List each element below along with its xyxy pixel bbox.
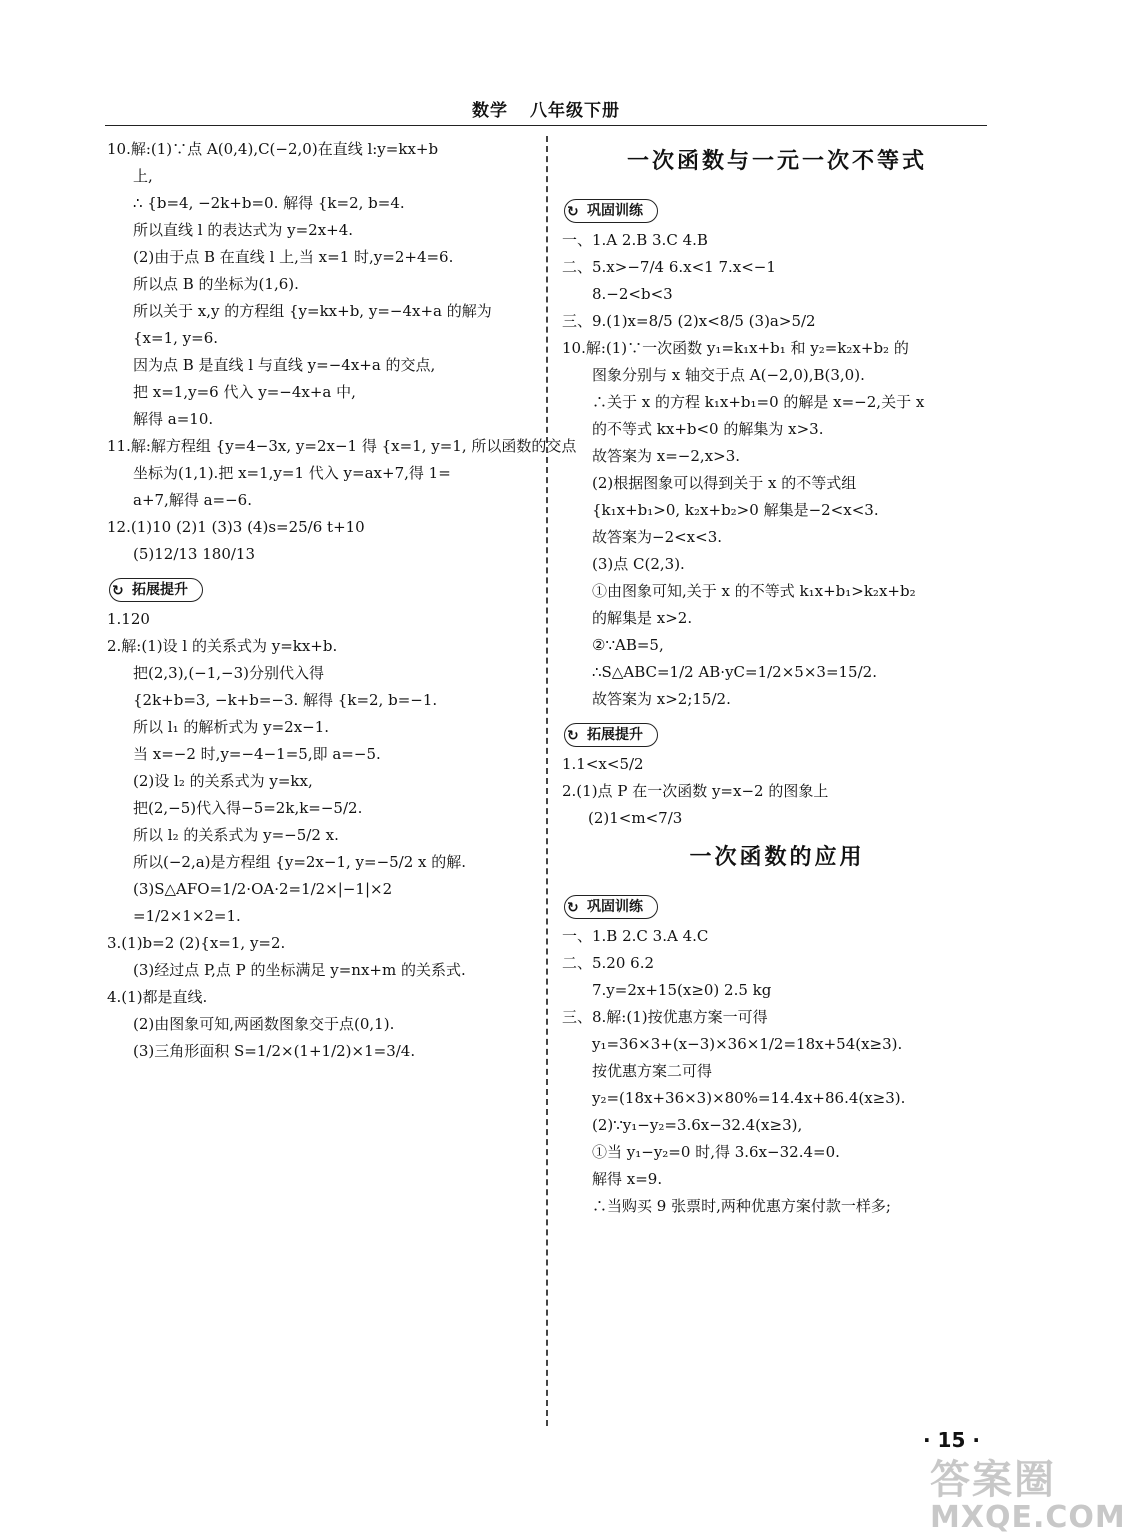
q12-line: 12.(1)10 (2)1 (3)3 (4)s=25/6 t+10 bbox=[107, 518, 365, 536]
section-tag-consolidation: ↻ 巩固训练 bbox=[564, 199, 658, 223]
answer-line: ∴S△ABC=1/2 AB·yC=1/2×5×3=15/2. bbox=[592, 663, 877, 681]
q11-line: a+7,解得 a=−6. bbox=[133, 491, 252, 509]
ext2-line: 所以 l₂ 的关系式为 y=−5/2 x. bbox=[133, 826, 339, 844]
ext3-line: (3)经过点 P,点 P 的坐标满足 y=nx+m 的关系式. bbox=[133, 961, 466, 979]
q10-line: {x=1, y=6. bbox=[133, 329, 219, 347]
q10-line: 所以直线 l 的表达式为 y=2x+4. bbox=[133, 221, 354, 239]
answer-line: 解得 x=9. bbox=[592, 1170, 663, 1188]
answer-line: 一、1.A 2.B 3.C 4.B bbox=[562, 231, 708, 249]
ext4-line: 4.(1)都是直线. bbox=[107, 988, 208, 1006]
ext4-line: (3)三角形面积 S=1/2×(1+1/2)×1=3/4. bbox=[133, 1042, 416, 1060]
q10-line: 10.解:(1)∵点 A(0,4),C(−2,0)在直线 l:y=kx+b bbox=[107, 140, 439, 158]
answer-line: 故答案为 x=−2,x>3. bbox=[592, 447, 741, 465]
section-title-application: 一次函数的应用 bbox=[689, 845, 865, 870]
q11-line: 11.解:解方程组 {y=4−3x, y=2x−1 得 {x=1, y=1, 所以函数的交点 bbox=[107, 437, 577, 455]
ext2-line: 2.解:(1)设 l 的关系式为 y=kx+b. bbox=[107, 637, 338, 655]
ext2-line: 所以 l₁ 的解析式为 y=2x−1. bbox=[133, 718, 330, 736]
page-number: · 15 · bbox=[923, 1428, 980, 1452]
ext2-line: (3)S△AFO=1/2·OA·2=1/2×|−1|×2 bbox=[133, 880, 393, 898]
answer-line: 一、1.B 2.C 3.A 4.C bbox=[562, 927, 709, 945]
q10-line: ∴ {b=4, −2k+b=0. 解得 {k=2, b=4. bbox=[133, 194, 405, 212]
answer-line: 故答案为 x>2;15/2. bbox=[592, 690, 731, 708]
answer-line: 8.−2<b<3 bbox=[592, 285, 673, 303]
section-tag-extension: ↻ 拓展提升 bbox=[109, 578, 203, 602]
q10-line: 所以关于 x,y 的方程组 {y=kx+b, y=−4x+a 的解为 bbox=[133, 302, 492, 320]
tag-arrow-icon: ↻ bbox=[567, 900, 579, 916]
answer-line: 图象分别与 x 轴交于点 A(−2,0),B(3,0). bbox=[592, 366, 865, 384]
column-divider bbox=[546, 136, 548, 1426]
answer-line: 三、9.(1)x=8/5 (2)x<8/5 (3)a>5/2 bbox=[562, 312, 816, 330]
left-column bbox=[107, 136, 577, 1065]
ext2-line: (2)设 l₂ 的关系式为 y=kx, bbox=[133, 772, 313, 790]
ext2-line: {2k+b=3, −k+b=−3. 解得 {k=2, b=−1. bbox=[133, 691, 438, 709]
page-header bbox=[105, 96, 987, 121]
header-rule bbox=[105, 125, 987, 126]
ext2-line: =1/2×1×2=1. bbox=[133, 907, 241, 925]
right-column bbox=[562, 136, 992, 1220]
answer-line: ∴关于 x 的方程 k₁x+b₁=0 的解是 x=−2,关于 x bbox=[592, 393, 925, 411]
answer-line: ①由图象可知,关于 x 的不等式 k₁x+b₁>k₂x+b₂ bbox=[592, 582, 916, 600]
q10-line: 上, bbox=[133, 167, 153, 185]
header-subject: 数学 bbox=[472, 101, 508, 121]
answer-line: (2)1<m<7/3 bbox=[588, 809, 683, 827]
ext3-line: 3.(1)b=2 (2){x=1, y=2. bbox=[107, 934, 286, 952]
q10-line: 因为点 B 是直线 l 与直线 y=−4x+a 的交点, bbox=[133, 356, 436, 374]
answer-line: ①当 y₁−y₂=0 时,得 3.6x−32.4=0. bbox=[592, 1143, 840, 1161]
answer-line: (2)∵y₁−y₂=3.6x−32.4(x≥3), bbox=[592, 1116, 803, 1134]
q10-line: 解得 a=10. bbox=[133, 410, 214, 428]
answer-line: 故答案为−2<x<3. bbox=[592, 528, 723, 546]
ext4-line: (2)由图象可知,两函数图象交于点(0,1). bbox=[133, 1015, 395, 1033]
answer-line: {k₁x+b₁>0, k₂x+b₂>0 解集是−2<x<3. bbox=[592, 501, 879, 519]
answer-line: 1.1<x<5/2 bbox=[562, 755, 644, 773]
answer-line: (2)根据图象可以得到关于 x 的不等式组 bbox=[592, 474, 857, 492]
answer-line: y₂=(18x+36×3)×80%=14.4x+86.4(x≥3). bbox=[592, 1089, 906, 1107]
tag-arrow-icon: ↻ bbox=[567, 204, 579, 220]
q10-line: 所以点 B 的坐标为(1,6). bbox=[133, 275, 299, 293]
answer-line: 二、5.x>−7/4 6.x<1 7.x<−1 bbox=[562, 258, 776, 276]
tag-arrow-icon: ↻ bbox=[567, 728, 579, 744]
q11-line: 坐标为(1,1).把 x=1,y=1 代入 y=ax+7,得 1= bbox=[133, 464, 451, 482]
answer-line: 的不等式 kx+b<0 的解集为 x>3. bbox=[592, 420, 824, 438]
watermark-logo: 答案圈 MXQE.COM bbox=[930, 1457, 1126, 1535]
answer-line: ∴当购买 9 张票时,两种优惠方案付款一样多; bbox=[592, 1197, 891, 1215]
answer-line: (3)点 C(2,3). bbox=[592, 555, 685, 573]
tag-arrow-icon: ↻ bbox=[112, 583, 124, 599]
answer-line: 10.解:(1)∵一次函数 y₁=k₁x+b₁ 和 y₂=k₂x+b₂ 的 bbox=[562, 339, 909, 357]
ext2-line: 当 x=−2 时,y=−4−1=5,即 a=−5. bbox=[133, 745, 381, 763]
answer-line: y₁=36×3+(x−3)×36×1/2=18x+54(x≥3). bbox=[592, 1035, 903, 1053]
answer-line: ②∵AB=5, bbox=[592, 636, 664, 654]
ext2-line: 把(2,−5)代入得−5=2k,k=−5/2. bbox=[133, 799, 363, 817]
answer-line: 2.(1)点 P 在一次函数 y=x−2 的图象上 bbox=[562, 782, 829, 800]
ext2-line: 把(2,3),(−1,−3)分别代入得 bbox=[133, 664, 325, 682]
answer-line: 按优惠方案二可得 bbox=[592, 1062, 713, 1080]
section-title-inequality: 一次函数与一元一次不等式 bbox=[626, 149, 927, 174]
q10-line: 把 x=1,y=6 代入 y=−4x+a 中, bbox=[133, 383, 356, 401]
q10-line: (2)由于点 B 在直线 l 上,当 x=1 时,y=2+4=6. bbox=[133, 248, 454, 266]
answer-line: 三、8.解:(1)按优惠方案一可得 bbox=[562, 1008, 768, 1026]
answer-line: 二、5.20 6.2 bbox=[562, 954, 655, 972]
ext1-line: 1.120 bbox=[107, 610, 150, 628]
header-grade: 八年级下册 bbox=[530, 101, 620, 121]
section-tag-extension: ↻ 拓展提升 bbox=[564, 723, 658, 747]
q12-line: (5)12/13 180/13 bbox=[133, 545, 256, 563]
section-tag-consolidation: ↻ 巩固训练 bbox=[564, 895, 658, 919]
answer-line: 的解集是 x>2. bbox=[592, 609, 693, 627]
answer-line: 7.y=2x+15(x≥0) 2.5 kg bbox=[592, 981, 772, 999]
ext2-line: 所以(−2,a)是方程组 {y=2x−1, y=−5/2 x 的解. bbox=[133, 853, 467, 871]
